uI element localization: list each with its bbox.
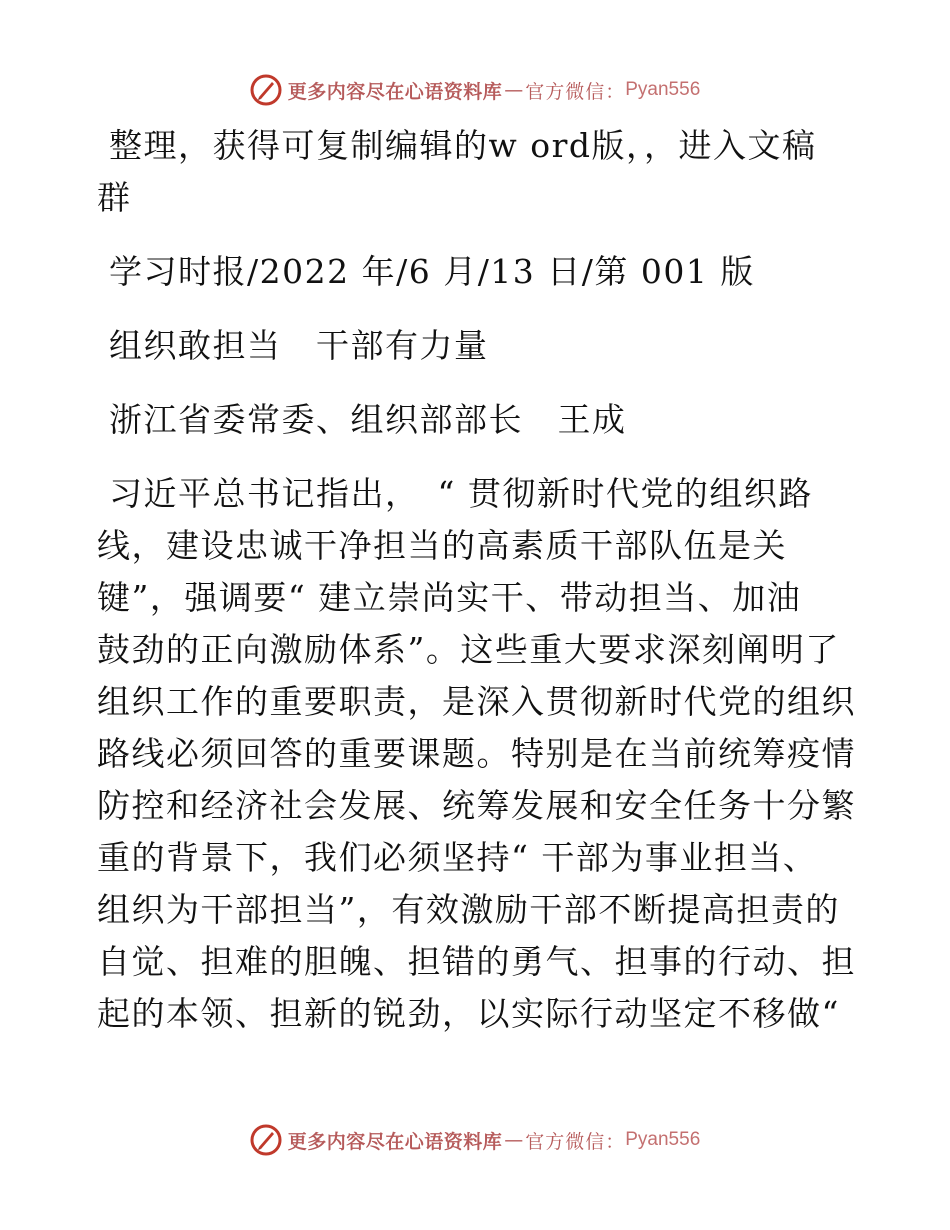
body-line: 自觉、担难的胆魄、担错的勇气、担事的行动、担 <box>97 942 856 981</box>
body-line: 组织工作的重要职责，是深入贯彻新时代党的组织 <box>97 682 856 721</box>
article-paragraph <box>97 468 857 1040</box>
body-line: 组织为干部担当”，有效激励干部不断提高担责的 <box>97 890 840 929</box>
watermark-dash: — <box>504 79 524 101</box>
body-line: 鼓劲的正向激励体系”。这些重大要求深刻阐明了 <box>97 630 840 669</box>
watermark-wechat-label: 官方微信： <box>525 80 626 103</box>
body-line: 线，建设忠诚干净担当的高素质干部队伍是关 <box>97 526 787 565</box>
author-line: 浙江省委常委、组织部部长 王成 <box>109 400 627 439</box>
watermark-wechat-id: Pyan556 <box>625 79 701 100</box>
watermark-dash: — <box>504 1129 524 1151</box>
source-line: 学习时报/2022 年/6 月/13 日/第 001 版 <box>109 252 755 291</box>
intro-line-1: 整理，获得可复制编辑的w ord版，，进入文稿 <box>109 126 817 165</box>
watermark-wechat-label: 官方微信： <box>525 1130 626 1153</box>
header-watermark <box>0 70 950 110</box>
body-line: 防控和经济社会发展、统筹发展和安全任务十分繁 <box>97 786 856 825</box>
document-body <box>97 120 857 1040</box>
footer-watermark <box>0 1120 950 1160</box>
body-line: 重的背景下，我们必须坚持“ 干部为事业担当、 <box>97 838 818 877</box>
watermark-site-name: 更多内容尽在心语资料库 <box>287 80 503 103</box>
quill-logo-icon <box>250 74 282 106</box>
intro-line-2: 群 <box>97 178 132 217</box>
watermark-site-name: 更多内容尽在心语资料库 <box>287 1130 503 1153</box>
body-line: 路线必须回答的重要课题。特别是在当前统筹疫情 <box>97 734 856 773</box>
watermark-wechat-id: Pyan556 <box>625 1129 701 1150</box>
body-line: 习近平总书记指出， “ 贯彻新时代党的组织路 <box>109 474 813 513</box>
body-line: 键”，强调要“ 建立崇尚实干、带动担当、加油 <box>97 578 802 617</box>
article-title: 组织敢担当 干部有力量 <box>109 326 489 365</box>
body-line: 起的本领、担新的锐劲，以实际行动坚定不移做“ <box>97 994 840 1033</box>
quill-logo-icon <box>250 1124 282 1156</box>
